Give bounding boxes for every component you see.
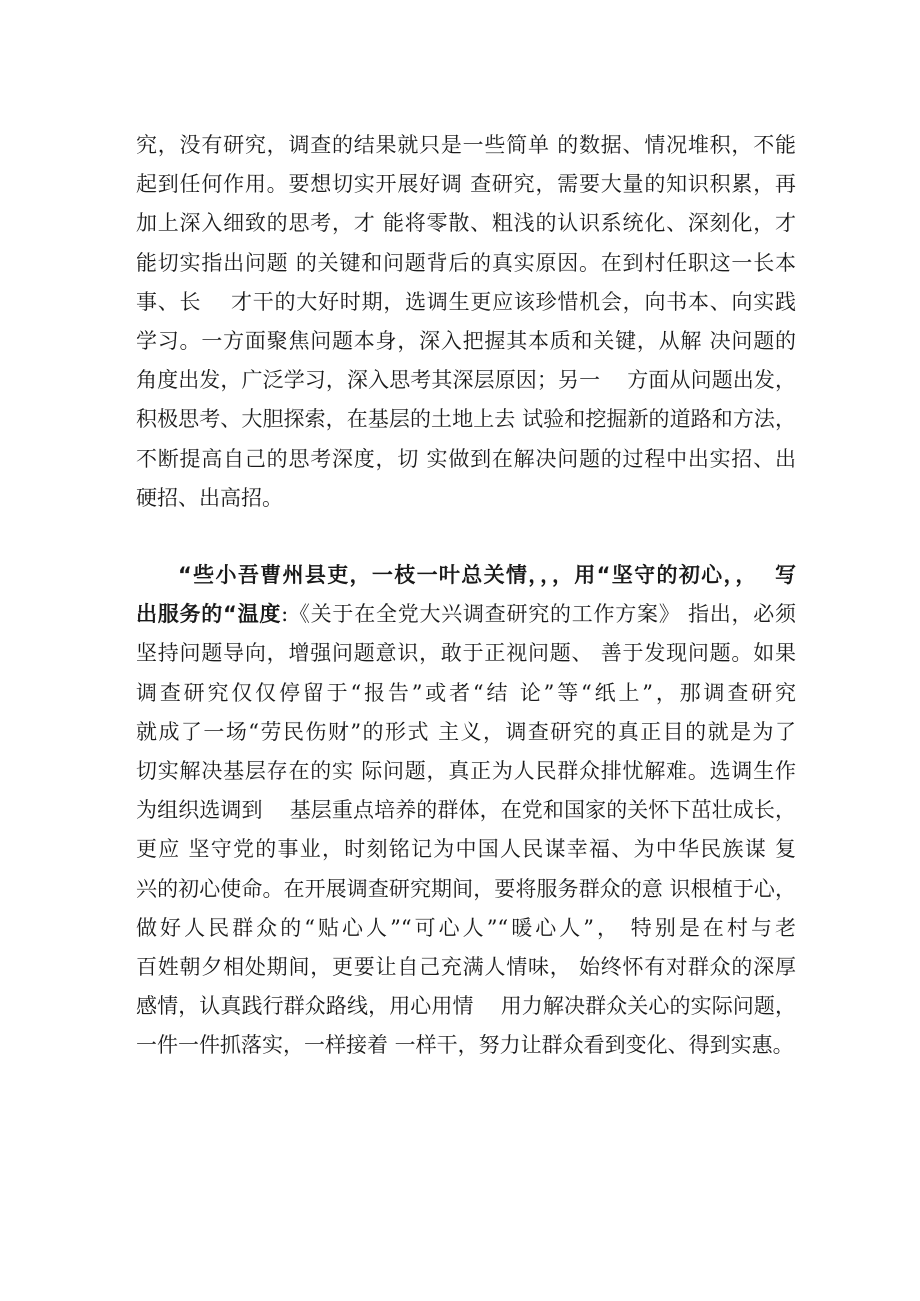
text-line — [136, 595, 796, 634]
text-line: 究，没有研究，调查的结果就只是一些简单 的数据、情况堆积，不能 — [136, 133, 796, 157]
text-line: 百姓朝夕相处期间，更要让自己充满人情味， 始终怀有对群众的深厚 — [136, 954, 796, 979]
text-line: 为组织选调到 基层重点培养的群体，在党和国家的关怀下茁壮成长， — [136, 798, 796, 823]
text-line: 学习。一方面聚焦问题本身，深入把握其本质和关键，从解 决问题的 — [136, 328, 796, 353]
text-line: 更应 坚守党的事业，时刻铭记为中国人民谋幸福、为中华民族谋 复 — [136, 837, 796, 862]
text-line: 积极思考、大胆探索，在基层的土地上去 试验和挖掘新的道路和方法， — [136, 407, 796, 432]
text-line: 做好人民群众的“贴心人”“可心人”“暖心人”， 特别是在村与老 — [136, 915, 796, 940]
text-line: 能切实指出问题 的关键和问题背后的真实原因。在到村任职这一长本 — [136, 250, 796, 275]
text-line: 起到任何作用。要想切实开展好调 查研究，需要大量的知识积累，再 — [136, 172, 796, 197]
text-line: 感情，认真践行群众路线，用心用情 用力解决群众关心的实际问题， — [136, 994, 796, 1019]
text-line: 就成了一场“劳民伤财”的形式 主义，调查研究的真正目的就是为了 — [136, 719, 796, 744]
text-segment: :《关于在全党大兴调查研究的工作方案》 指出，必须 — [281, 602, 796, 627]
text-line: 调查研究仅仅停留于“报告”或者“结 论”等“纸上”，那调查研究 — [136, 680, 796, 705]
text-line: 坚持问题导向，增强问题意识，敢于正视问题、 善于发现问题。如果 — [136, 641, 796, 666]
section-heading-continued: 出服务的“温度 — [136, 602, 282, 627]
text-line: 切实解决基层存在的实 际问题，真正为人民群众排忧解难。选调生作 — [136, 758, 796, 783]
section-heading: “些小吾曹州县吏，一枝一叶总关情，，，用“坚守的初心，， 写 — [178, 563, 796, 587]
text-line: 一件一件抓落实，一样接着 一样干，努力让群众看到变化、得到实惠。 — [136, 1033, 794, 1058]
text-line: 硬招、出高招。 — [136, 485, 283, 510]
paragraph-1 — [136, 126, 796, 518]
text-line: 角度出发，广泛学习，深入思考其深层原因；另一 方面从问题出发， — [136, 368, 796, 393]
text-line: 不断提高自己的思考深度，切 实做到在解决问题的过程中出实招、出 — [136, 446, 796, 471]
text-line: 事、长 才干的大好时期，选调生更应该珍惜机会，向书本、向实践 — [136, 289, 796, 314]
paragraph-2 — [136, 556, 796, 1065]
text-line: 兴的初心使命。在开展调查研究期间，要将服务群众的意 识根植于心， — [136, 876, 796, 901]
text-line: 加上深入细致的思考，才 能将零散、粗浅的认识系统化、深刻化，才 — [136, 211, 796, 236]
